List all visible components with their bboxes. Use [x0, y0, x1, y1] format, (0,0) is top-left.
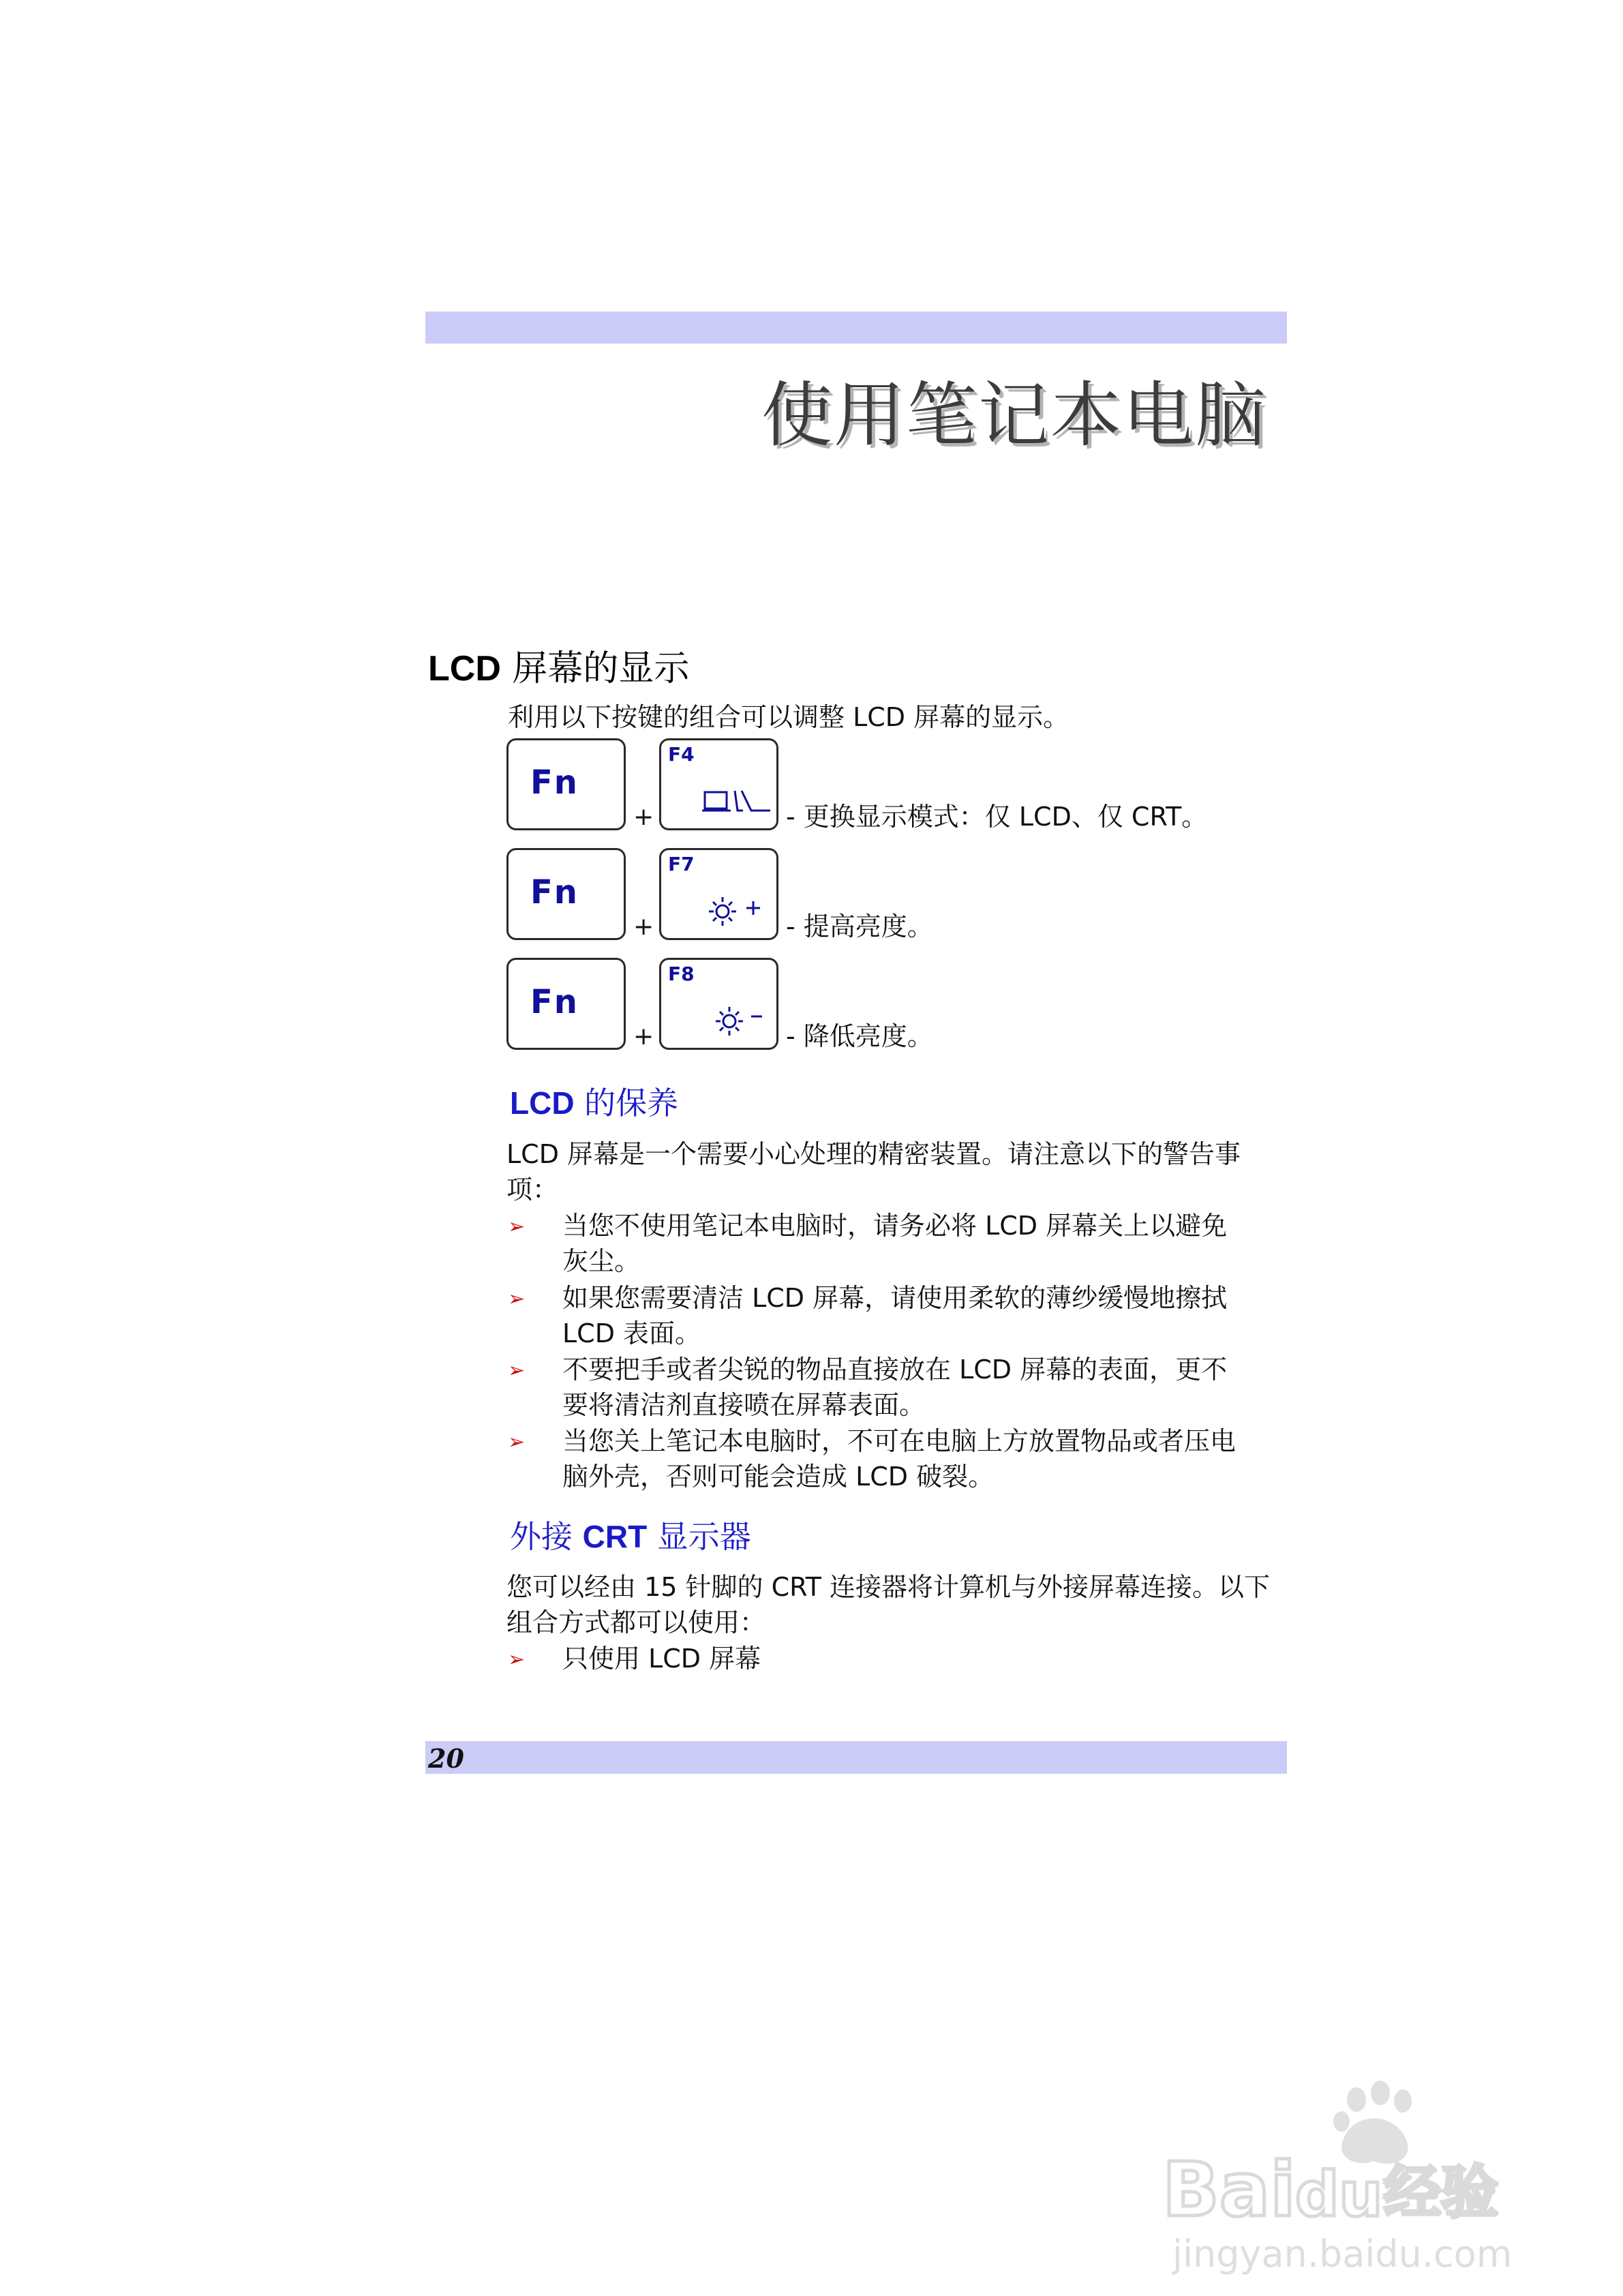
bullet-arrow-icon: ➢	[508, 1648, 526, 1672]
f7-key-label: F7	[668, 853, 695, 875]
fn-key	[506, 738, 626, 830]
brightness-up-icon	[709, 894, 777, 928]
external-crt-intro: 您可以经由 15 针脚的 CRT 连接器将计算机与外接屏幕连接。以下组合方式都可以使用：	[506, 1572, 1271, 1637]
section-heading-cjk: 屏幕的显示	[500, 648, 690, 689]
bullet-arrow-icon: ➢	[508, 1359, 526, 1383]
baidu-watermark-logo	[1159, 2072, 1541, 2277]
list-item-text: 只使用 LCD 屏幕	[562, 1644, 761, 1674]
plus-sign: +	[633, 913, 654, 941]
key-combo-description: - 提高亮度。	[786, 911, 933, 941]
external-crt-heading-pre: 外接	[510, 1518, 583, 1555]
external-crt-heading-post: 显示器	[647, 1518, 751, 1555]
external-crt-heading-latin: CRT	[582, 1519, 648, 1554]
chapter-title: 使用笔记本电脑	[761, 374, 1267, 457]
section-heading-latin: LCD	[428, 649, 501, 689]
section-heading	[428, 639, 689, 691]
page-number: 20	[428, 1743, 464, 1774]
key-combo-description: - 更换显示模式：仅 LCD、仅 CRT。	[786, 802, 1208, 832]
intro-text: 利用以下按键的组合可以调整 LCD 屏幕的显示。	[508, 702, 1070, 732]
f8-key	[659, 958, 778, 1050]
svg-text:du: du	[1295, 2159, 1383, 2231]
bullet-arrow-icon: ➢	[508, 1287, 526, 1311]
fn-key-label: Fn	[530, 873, 579, 911]
footer-band	[425, 1741, 1287, 1774]
list-item-text: 不要把手或者尖锐的物品直接放在 LCD 屏幕的表面，更不要将清洁剂直接喷在屏幕表面。	[562, 1355, 1228, 1420]
key-combo-row	[506, 958, 1256, 1053]
brightness-down-icon	[716, 1004, 784, 1038]
f4-key-label: F4	[668, 743, 695, 766]
key-combo-row	[506, 738, 1256, 834]
bullet-arrow-icon: ➢	[508, 1430, 526, 1454]
header-band	[425, 312, 1287, 344]
plus-sign: +	[633, 1023, 654, 1051]
list-item-text: 当您不使用笔记本电脑时，请务必将 LCD 屏幕关上以避免灰尘。	[562, 1211, 1228, 1276]
fn-key	[506, 848, 626, 940]
key-combo-row	[506, 848, 1256, 943]
fn-key-label: Fn	[530, 764, 579, 802]
fn-key-label: Fn	[530, 983, 579, 1021]
key-combo-description: - 降低亮度。	[786, 1021, 933, 1051]
f7-key	[659, 848, 778, 940]
lcd-care-intro: LCD 屏幕是一个需要小心处理的精密装置。请注意以下的警告事项：	[506, 1139, 1241, 1205]
svg-text:经验: 经验	[1384, 2159, 1499, 2226]
lcd-care-heading-cjk: 的保养	[574, 1085, 679, 1121]
f8-key-label: F8	[668, 963, 695, 985]
display-toggle-icon	[702, 788, 770, 815]
fn-key	[506, 958, 626, 1050]
lcd-care-heading-latin: LCD	[510, 1085, 575, 1121]
list-item-text: 如果您需要清洁 LCD 屏幕，请使用柔软的薄纱缓慢地擦拭 LCD 表面。	[562, 1283, 1228, 1348]
svg-text:Bai: Bai	[1162, 2146, 1296, 2233]
lcd-care-heading	[510, 1078, 678, 1123]
svg-text:jingyan.baidu.com: jingyan.baidu.com	[1172, 2233, 1513, 2276]
external-crt-heading	[510, 1512, 751, 1557]
plus-sign: +	[633, 803, 654, 831]
f4-key	[659, 738, 778, 830]
bullet-arrow-icon: ➢	[508, 1215, 526, 1239]
list-item-text: 当您关上笔记本电脑时，不可在电脑上方放置物品或者压电脑外壳，否则可能会造成 LCD 破裂。	[562, 1426, 1237, 1492]
